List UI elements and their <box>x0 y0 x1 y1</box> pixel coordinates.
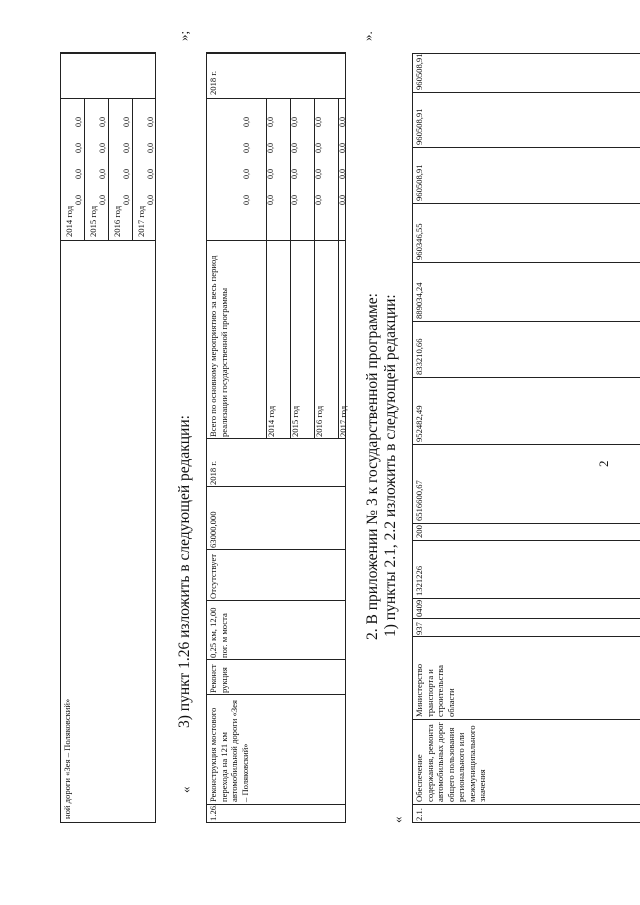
total-value-cell: 0,0 <box>242 117 251 127</box>
opening-mark-2: « <box>390 816 405 823</box>
year-label: 2015 год <box>290 405 300 437</box>
year-label: 2014 год <box>64 205 74 237</box>
total-value-cell: 0,0 <box>242 169 251 179</box>
value-cell: 0,0 <box>266 143 275 153</box>
value-cell: 0,0 <box>98 117 107 127</box>
finance-value-cell: 960508,91 <box>414 108 424 145</box>
value-cell: 0,0 <box>74 195 83 205</box>
work-type-126: Реконструкция <box>208 664 229 693</box>
value-cell: 0,0 <box>314 143 323 153</box>
value-cell: 0,0 <box>98 169 107 179</box>
value-cell: 0,0 <box>290 169 299 179</box>
grbs-21: 937 <box>414 622 424 635</box>
finance-value-cell: 952482,49 <box>414 405 424 442</box>
value-cell: 0,0 <box>266 117 275 127</box>
year-label: 2016 год <box>314 405 324 437</box>
closing-mark-2: ». <box>360 31 375 41</box>
measure-name-21: Обеспечение содержания, ремонта автомобильных дорог общего пользования регионального или межмуниципального значения <box>414 722 487 802</box>
finance-value-cell: 960508,91 <box>414 164 424 201</box>
value-cell: 0,0 <box>146 117 155 127</box>
value-cell: 0,0 <box>290 195 299 205</box>
finance-value-cell: 833210,66 <box>414 338 424 375</box>
value-cell: 0,0 <box>266 195 275 205</box>
value-cell: 0,0 <box>146 169 155 179</box>
value-cell: 0,0 <box>146 143 155 153</box>
organization-21: Министерство транспорта и строительства области <box>414 664 456 717</box>
year-col-126: 2018 г. <box>208 70 218 95</box>
finance-value-cell: 6516600,67 <box>414 480 424 521</box>
paragraph-3: 3) пункт 1.26 изложить в следующей редакции: <box>176 415 193 728</box>
object-name-126: Реконструкция мостового перехода на 121 км автомобильной дороги «Зея – Поляковский» <box>208 700 250 802</box>
top-table-name: ной дороги «Зея – Поляковский» <box>62 698 72 819</box>
value-cell: 0,0 <box>314 195 323 205</box>
year-label: 2016 год <box>112 205 122 237</box>
paragraph-2: 2. В приложении № 3 к государственной программе: <box>364 293 381 640</box>
vr-21: 200 <box>414 525 424 538</box>
year-label: 2017 год <box>136 205 146 237</box>
value-cell: 0,0 <box>314 169 323 179</box>
value-cell: 0,0 <box>290 117 299 127</box>
value-cell: 0,0 <box>122 195 131 205</box>
value-cell: 0,0 <box>122 117 131 127</box>
paragraph-1: 1) пункты 2.1, 2.2 изложить в следующей редакции: <box>382 294 399 637</box>
rzpr-21: 0409 <box>414 599 424 617</box>
closing-mark-1: »; <box>176 30 191 41</box>
value-cell: 0,0 <box>74 117 83 127</box>
value-cell: 0,0 <box>338 169 347 179</box>
value-cell: 0,0 <box>122 143 131 153</box>
capacity-126: 0,25 км, 12,00 пог. м моста <box>208 607 229 658</box>
value-cell: 0,0 <box>146 195 155 205</box>
total-label-126: Всего по основному мероприятию за весь период реализации государственной программы <box>208 255 229 437</box>
finance-value-cell: 960508,91 <box>414 53 424 90</box>
year-label: 2015 год <box>88 205 98 237</box>
value-cell: 0,0 <box>74 143 83 153</box>
page-number: 2 <box>596 460 611 467</box>
value-cell: 0,0 <box>338 195 347 205</box>
value-cell: 0,0 <box>290 143 299 153</box>
total-value-cell: 0,0 <box>242 195 251 205</box>
state-126: Отсутствует <box>208 553 218 599</box>
finance-value-cell: 960346,55 <box>414 223 424 260</box>
row-number-126: 1.26. <box>208 803 218 821</box>
row-number-21: 2.1. <box>414 808 424 821</box>
year-done-126: 2018 г. <box>208 460 218 485</box>
year-label: 2017 год <box>338 405 348 437</box>
csr-21: 1321226 <box>414 565 424 596</box>
value-cell: 0,0 <box>266 169 275 179</box>
value-cell: 0,0 <box>314 117 323 127</box>
cost-126: 63000,000 <box>208 511 218 548</box>
finance-value-cell: 889034,24 <box>414 282 424 319</box>
value-cell: 0,0 <box>122 169 131 179</box>
value-cell: 0,0 <box>98 195 107 205</box>
year-label: 2014 год <box>266 405 276 437</box>
value-cell: 0,0 <box>74 169 83 179</box>
total-value-cell: 0,0 <box>242 143 251 153</box>
value-cell: 0,0 <box>338 117 347 127</box>
opening-mark-1: « <box>178 786 193 793</box>
value-cell: 0,0 <box>98 143 107 153</box>
value-cell: 0,0 <box>338 143 347 153</box>
